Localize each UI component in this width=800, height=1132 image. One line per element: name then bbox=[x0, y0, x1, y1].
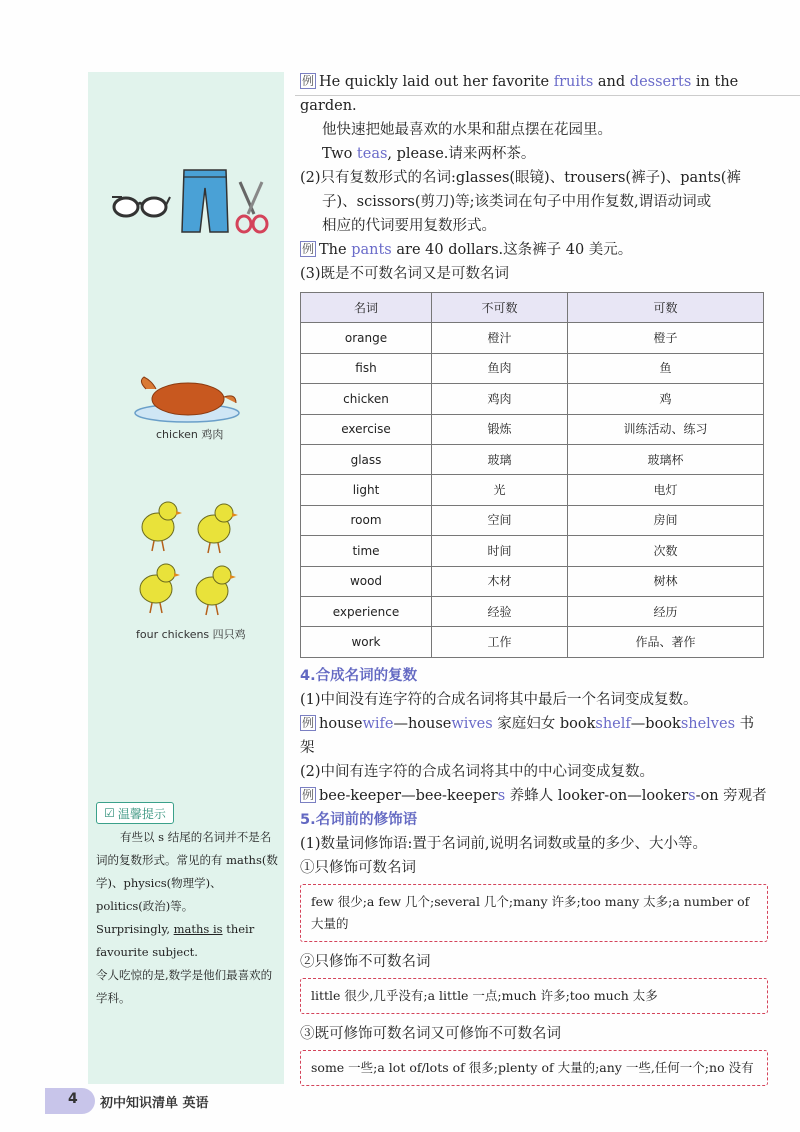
scissors-icon bbox=[232, 180, 272, 236]
example-fruits: 例 He quickly laid out her favorite fruits and desserts in the garden. bbox=[300, 74, 739, 114]
tip-example-en: Surprisingly, maths is their favourite subject. bbox=[96, 922, 255, 959]
noun-cell: time bbox=[301, 536, 432, 566]
page-number: 4 bbox=[68, 1091, 78, 1107]
uncountable-cell: 工作 bbox=[432, 627, 568, 657]
table-row bbox=[301, 475, 764, 505]
uncountable-cell: 橙汁 bbox=[432, 323, 568, 353]
uncountable-cell: 光 bbox=[432, 475, 568, 505]
book-title: 初中知识清单 英语 bbox=[100, 1096, 209, 1111]
uncountable-cell: 时间 bbox=[432, 536, 568, 566]
noun-cell: glass bbox=[301, 444, 432, 474]
glasses-icon bbox=[108, 185, 172, 221]
both-label: ③既可修饰可数名词又可修饰不可数名词 bbox=[300, 1025, 561, 1042]
noun-cell: experience bbox=[301, 596, 432, 626]
countable-cell: 树林 bbox=[568, 566, 764, 596]
countable-cell: 经历 bbox=[568, 596, 764, 626]
tip-paragraph: 有些以 s 结尾的名词并不是名词的复数形式。常见的有 maths(数学)、physics(物理学)、politics(政治)等。 bbox=[96, 830, 278, 913]
header-noun: 名词 bbox=[301, 293, 432, 323]
table-row bbox=[301, 596, 764, 626]
chicks-caption: four chickens 四只鸡 bbox=[136, 628, 246, 641]
table-row bbox=[301, 627, 764, 657]
uncountable-cell: 鱼肉 bbox=[432, 353, 568, 383]
noun-table bbox=[300, 292, 764, 658]
chicks-icon bbox=[136, 495, 244, 619]
example-teas: Two teas, please.请来两杯茶。 bbox=[322, 146, 536, 162]
main-content bbox=[300, 70, 768, 1094]
table-row bbox=[301, 323, 764, 353]
both-modifiers-box: some 一些;a lot of/lots of 很多;plenty of 大量的;any 一些,任何一个;no 没有 bbox=[300, 1050, 768, 1086]
example-fruits-cn: 他快速把她最喜欢的水果和甜点摆在花园里。 bbox=[322, 122, 612, 138]
noun-cell: room bbox=[301, 505, 432, 535]
noun-cell: fish bbox=[301, 353, 432, 383]
noun-cell: light bbox=[301, 475, 432, 505]
chicken-caption: chicken 鸡肉 bbox=[156, 428, 224, 441]
table-row bbox=[301, 414, 764, 444]
countable-cell: 房间 bbox=[568, 505, 764, 535]
roast-chicken-icon bbox=[132, 375, 242, 423]
countable-modifiers-box: few 很少;a few 几个;several 几个;many 许多;too many 太多;a number of 大量的 bbox=[300, 884, 768, 942]
tip-example-cn: 令人吃惊的是,数学是他们最喜欢的学科。 bbox=[96, 968, 273, 1005]
uncountable-only-label: ②只修饰不可数名词 bbox=[300, 953, 431, 970]
uncountable-cell: 玻璃 bbox=[432, 444, 568, 474]
table-row bbox=[301, 384, 764, 414]
countable-cell: 玻璃杯 bbox=[568, 444, 764, 474]
table-header-row bbox=[301, 293, 764, 323]
countable-cell: 鱼 bbox=[568, 353, 764, 383]
trousers-icon bbox=[180, 168, 230, 234]
countable-cell: 鸡 bbox=[568, 384, 764, 414]
uncountable-cell: 鸡肉 bbox=[432, 384, 568, 414]
noun-cell: chicken bbox=[301, 384, 432, 414]
example-pants: 例 The pants are 40 dollars.这条裤子 40 美元。 bbox=[302, 242, 633, 258]
countable-cell: 电灯 bbox=[568, 475, 764, 505]
uncountable-modifiers-box: little 很少,几乎没有;a little 一点;much 许多;too much 太多 bbox=[300, 978, 768, 1014]
table-row bbox=[301, 353, 764, 383]
compound-example-1: 例 housewife—housewives 家庭妇女 bookshelf—bookshelves 书架 bbox=[300, 715, 755, 756]
noun-cell: exercise bbox=[301, 414, 432, 444]
uncountable-cell: 锻炼 bbox=[432, 414, 568, 444]
plural-only-rule: (2)只有复数形式的名词:glasses(眼镜)、trousers(裤子)、pants(裤 bbox=[300, 170, 741, 186]
header-uncountable: 不可数 bbox=[432, 293, 568, 323]
countable-cell: 作品、著作 bbox=[568, 627, 764, 657]
noun-cell: wood bbox=[301, 566, 432, 596]
compound-heading: 4.合成名词的复数 bbox=[300, 667, 418, 684]
countable-cell: 橙子 bbox=[568, 323, 764, 353]
plural-only-rule-2: 子)、scissors(剪刀)等;该类词在句子中用作复数,谓语动词或 bbox=[322, 194, 712, 210]
modifiers-heading: 5.名词前的修饰语 bbox=[300, 811, 418, 828]
compound-example-2: 例 bee-keeper—bee-keepers 养蜂人 looker-on—lookers-on 旁观者 bbox=[302, 787, 767, 804]
lightbulb-icon: ☑ bbox=[104, 806, 115, 820]
example-marker: 例 bbox=[302, 74, 315, 88]
table-row bbox=[301, 505, 764, 535]
table-row bbox=[301, 566, 764, 596]
table-row bbox=[301, 536, 764, 566]
header-countable: 可数 bbox=[568, 293, 764, 323]
compound-rule-2: (2)中间有连字符的合成名词将其中的中心词变成复数。 bbox=[300, 763, 655, 780]
uncountable-cell: 经验 bbox=[432, 596, 568, 626]
countable-cell: 训练活动、练习 bbox=[568, 414, 764, 444]
uncountable-cell: 空间 bbox=[432, 505, 568, 535]
noun-cell: work bbox=[301, 627, 432, 657]
plural-only-rule-3: 相应的代词要用复数形式。 bbox=[322, 218, 496, 234]
tip-title: 温馨提示 bbox=[117, 806, 166, 821]
tip-body bbox=[96, 826, 278, 1010]
dual-noun-heading: (3)既是不可数名词又是可数名词 bbox=[300, 266, 510, 282]
table-row bbox=[301, 444, 764, 474]
countable-only-label: ①只修饰可数名词 bbox=[300, 859, 416, 876]
countable-cell: 次数 bbox=[568, 536, 764, 566]
uncountable-cell: 木材 bbox=[432, 566, 568, 596]
tip-header bbox=[96, 802, 174, 824]
modifiers-rule: (1)数量词修饰语:置于名词前,说明名词数或量的多少、大小等。 bbox=[300, 835, 708, 852]
noun-cell: orange bbox=[301, 323, 432, 353]
compound-rule-1: (1)中间没有连字符的合成名词将其中最后一个名词变成复数。 bbox=[300, 691, 698, 708]
